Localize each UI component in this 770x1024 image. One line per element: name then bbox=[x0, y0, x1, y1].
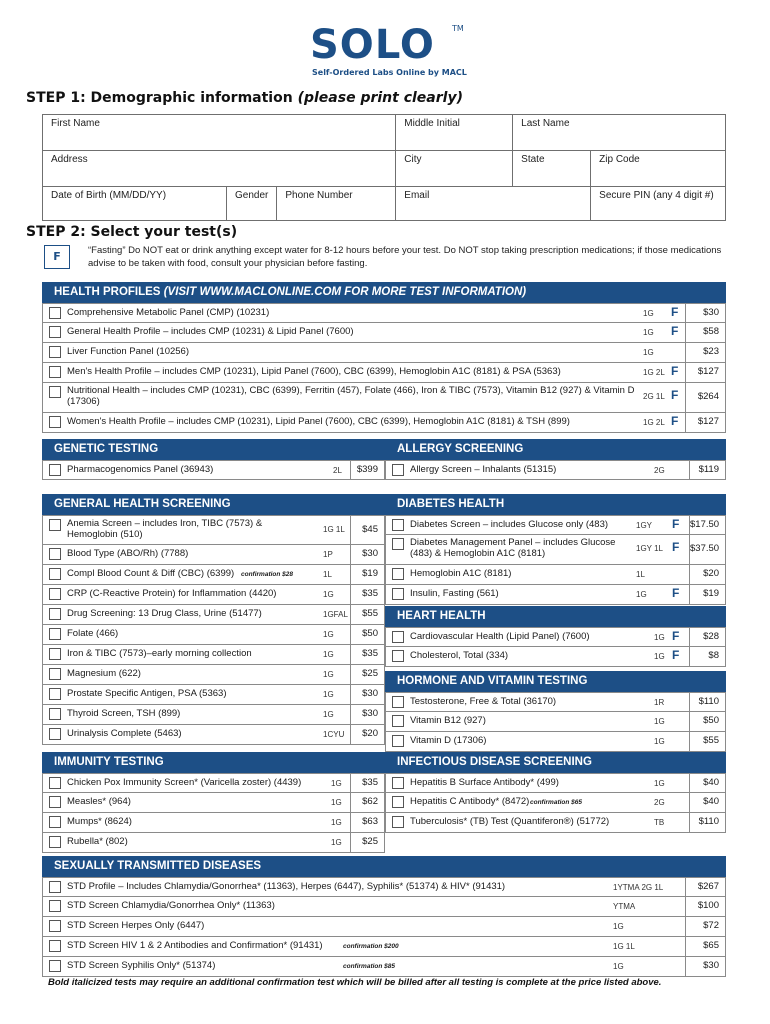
step1-title: Demographic information bbox=[90, 90, 293, 106]
test-price: $110 bbox=[689, 813, 725, 832]
solo-logo bbox=[300, 22, 470, 84]
test-price: $40 bbox=[689, 774, 725, 792]
step2-title: Select your test(s) bbox=[90, 224, 238, 240]
test-checkbox[interactable] bbox=[49, 648, 61, 660]
address-field[interactable]: Address bbox=[43, 151, 396, 187]
general-test-row[interactable] bbox=[42, 705, 385, 725]
fasting-mark: F bbox=[671, 364, 679, 378]
test-checkbox[interactable] bbox=[49, 881, 61, 893]
test-price: $127 bbox=[685, 363, 725, 382]
test-label: STD Screen Syphilis Only* (51374) bbox=[67, 960, 216, 971]
test-price: $267 bbox=[685, 878, 725, 896]
test-checkbox[interactable] bbox=[49, 608, 61, 620]
tube-code: 1G bbox=[613, 922, 624, 931]
test-checkbox[interactable] bbox=[49, 366, 61, 378]
test-checkbox[interactable] bbox=[49, 728, 61, 740]
hormone-header: HORMONE AND VITAMIN TESTING bbox=[385, 671, 726, 692]
health_profiles-test-row[interactable] bbox=[42, 343, 726, 363]
test-checkbox[interactable] bbox=[49, 920, 61, 932]
allergy-test-row[interactable] bbox=[385, 460, 726, 480]
test-price: $50 bbox=[350, 625, 384, 644]
tube-code: 1G bbox=[331, 818, 342, 827]
test-price: $58 bbox=[685, 323, 725, 342]
logo-wordmark: SOLO bbox=[310, 22, 435, 68]
test-checkbox[interactable] bbox=[392, 735, 404, 747]
general-test-row[interactable] bbox=[42, 645, 385, 665]
tube-code: 1G 2L bbox=[643, 418, 665, 427]
tube-code: 1G bbox=[613, 962, 624, 971]
test-label: Nutritional Health – includes CMP (10231), CBC (6399), Ferritin (457), Folate (466), Iron & TIBC (7573), Vitamin B12 (927) & Vitamin D (17306) bbox=[67, 385, 635, 407]
health_profiles-test-row[interactable] bbox=[42, 413, 726, 433]
test-checkbox[interactable] bbox=[49, 307, 61, 319]
tube-code: 1GY 1L bbox=[636, 544, 663, 553]
diabetes-test-row[interactable] bbox=[385, 515, 726, 535]
city-field[interactable]: City bbox=[396, 151, 513, 187]
test-price: $55 bbox=[350, 605, 384, 624]
test-checkbox[interactable] bbox=[392, 464, 404, 476]
logo-subtitle: Self-Ordered Labs Online by MACL bbox=[312, 68, 467, 77]
test-price: $399 bbox=[350, 461, 384, 479]
tube-code: 1G bbox=[643, 309, 654, 318]
diabetes-header: DIABETES HEALTH bbox=[385, 494, 726, 515]
tube-code: 1L bbox=[323, 570, 332, 579]
heart-test-row[interactable] bbox=[385, 627, 726, 647]
test-label: Diabetes Screen – includes Glucose only (483) bbox=[410, 519, 609, 530]
general-test-row[interactable] bbox=[42, 515, 385, 545]
confirmation-price: confirmation $65 bbox=[530, 799, 583, 806]
fasting-mark: F bbox=[671, 414, 679, 428]
tube-code: TB bbox=[654, 818, 665, 827]
general-test-row[interactable] bbox=[42, 665, 385, 685]
fasting-mark: F bbox=[672, 517, 680, 531]
tube-code: 1G bbox=[323, 670, 334, 679]
test-label: Hemoglobin A1C (8181) bbox=[410, 568, 512, 579]
test-price: $35 bbox=[350, 774, 384, 792]
tube-code: 1GFAL bbox=[323, 610, 348, 619]
health_profiles-test-row[interactable] bbox=[42, 303, 726, 323]
test-checkbox[interactable] bbox=[49, 588, 61, 600]
tube-code: 1GY bbox=[636, 521, 653, 530]
test-price: $100 bbox=[685, 897, 725, 916]
test-price: $30 bbox=[685, 304, 725, 322]
test-price: $30 bbox=[350, 705, 384, 724]
test-label: Vitamin B12 (927) bbox=[410, 715, 486, 726]
test-checkbox[interactable] bbox=[49, 900, 61, 912]
tube-code: 1G 1L bbox=[323, 525, 345, 534]
test-price: $40 bbox=[689, 793, 725, 812]
test-label: STD Screen Herpes Only (6447) bbox=[67, 920, 205, 931]
logo-trademark: TM bbox=[452, 24, 464, 33]
test-price: $127 bbox=[685, 413, 725, 432]
tube-code: 1G bbox=[331, 838, 342, 847]
test-label: STD Profile – Includes Chlamydia/Gonorrhea* (11363), Herpes (6447), Syphilis* (51374) & HIV* (91431) bbox=[67, 881, 506, 892]
test-price: $28 bbox=[689, 628, 725, 646]
test-label: Drug Screening: 13 Drug Class, Urine (51477) bbox=[67, 608, 262, 619]
std-test-row[interactable] bbox=[42, 877, 726, 897]
hormone-test-row[interactable] bbox=[385, 712, 726, 732]
diabetes-test-row[interactable] bbox=[385, 585, 726, 605]
test-label: STD Screen HIV 1 & 2 Antibodies and Confirmation* (91431) bbox=[67, 940, 323, 951]
test-checkbox[interactable] bbox=[49, 688, 61, 700]
test-checkbox[interactable] bbox=[49, 346, 61, 358]
tube-code: 1R bbox=[654, 698, 665, 707]
tube-code: 1G bbox=[331, 779, 342, 788]
test-checkbox[interactable] bbox=[392, 715, 404, 727]
zip-field[interactable]: Zip Code bbox=[591, 151, 726, 187]
infectious-header: INFECTIOUS DISEASE SCREENING bbox=[385, 752, 726, 773]
tube-code: 1G bbox=[323, 590, 334, 599]
tube-code: 2G bbox=[654, 798, 665, 807]
test-checkbox[interactable] bbox=[49, 836, 61, 848]
test-label: Diabetes Management Panel – includes Glucose (483) & Hemoglobin A1C (8181) bbox=[410, 537, 616, 559]
test-label: Vitamin D (17306) bbox=[410, 735, 487, 746]
test-checkbox[interactable] bbox=[49, 628, 61, 640]
test-price: $20 bbox=[689, 565, 725, 584]
gender-field[interactable]: Gender bbox=[227, 187, 277, 221]
test-label: Thyroid Screen, TSH (899) bbox=[67, 708, 181, 719]
immunity-test-row[interactable] bbox=[42, 773, 385, 793]
test-label: Insulin, Fasting (561) bbox=[410, 588, 499, 599]
tube-code: 1YTMA 2G 1L bbox=[613, 883, 664, 892]
test-price: $17.50 bbox=[689, 516, 725, 534]
test-checkbox[interactable] bbox=[49, 548, 61, 560]
genetic-test-row[interactable] bbox=[42, 460, 385, 480]
email-field[interactable]: Email bbox=[396, 187, 591, 221]
immunity-header: IMMUNITY TESTING bbox=[42, 752, 385, 773]
general-test-row[interactable] bbox=[42, 605, 385, 625]
general-test-row[interactable] bbox=[42, 545, 385, 565]
allergy-header: ALLERGY SCREENING bbox=[385, 439, 726, 460]
test-label: Blood Type (ABO/Rh) (7788) bbox=[67, 548, 189, 559]
test-checkbox[interactable] bbox=[49, 326, 61, 338]
step1-heading bbox=[26, 90, 463, 106]
test-label: Rubella* (802) bbox=[67, 836, 128, 847]
tube-code: 1G bbox=[323, 690, 334, 699]
test-checkbox[interactable] bbox=[392, 631, 404, 643]
test-label: Men's Health Profile – includes CMP (10231), Lipid Panel (7600), CBC (6399), Hemoglobin A1C (8181) & PSA (5363) bbox=[67, 366, 561, 377]
test-checkbox[interactable] bbox=[392, 538, 404, 550]
test-label: Chicken Pox Immunity Screen* (Varicella zoster) (4439) bbox=[67, 777, 302, 788]
test-label: Hepatitis B Surface Antibody* (499) bbox=[410, 777, 559, 788]
test-checkbox[interactable] bbox=[49, 519, 61, 531]
test-checkbox[interactable] bbox=[392, 650, 404, 662]
test-checkbox[interactable] bbox=[392, 568, 404, 580]
test-label: Women's Health Profile – includes CMP (10231), Lipid Panel (7600), CBC (6399), Hemoglobin A1C (8181) & TSH (899) bbox=[67, 416, 570, 427]
std-header: SEXUALLY TRANSMITTED DISEASES bbox=[42, 856, 726, 877]
std-test-row[interactable] bbox=[42, 957, 726, 977]
test-label: Iron & TIBC (7573)–early morning collection bbox=[67, 648, 252, 659]
test-label: Magnesium (622) bbox=[67, 668, 141, 679]
test-label: Testosterone, Free & Total (36170) bbox=[410, 696, 557, 707]
test-price: $119 bbox=[689, 461, 725, 479]
test-price: $30 bbox=[350, 685, 384, 704]
test-price: $35 bbox=[350, 585, 384, 604]
test-label: Anemia Screen – includes Iron, TIBC (7573) & Hemoglobin (510) bbox=[67, 518, 263, 540]
fasting-mark: F bbox=[671, 305, 679, 319]
tube-code: 1G bbox=[636, 590, 647, 599]
test-price: $45 bbox=[350, 516, 384, 544]
test-price: $8 bbox=[689, 647, 725, 666]
test-checkbox[interactable] bbox=[392, 796, 404, 808]
test-checkbox[interactable] bbox=[392, 519, 404, 531]
test-price: $25 bbox=[350, 665, 384, 684]
genetic-header: GENETIC TESTING bbox=[42, 439, 385, 460]
tube-code: 1G bbox=[654, 737, 665, 746]
tube-code: 1G bbox=[643, 348, 654, 357]
test-price: $23 bbox=[685, 343, 725, 362]
infectious-test-row[interactable] bbox=[385, 793, 726, 813]
test-price: $65 bbox=[685, 937, 725, 956]
test-checkbox[interactable] bbox=[49, 960, 61, 972]
test-checkbox[interactable] bbox=[392, 777, 404, 789]
test-price: $62 bbox=[350, 793, 384, 812]
test-label: Allergy Screen – Inhalants (51315) bbox=[410, 464, 557, 475]
test-price: $63 bbox=[350, 813, 384, 832]
dob-field[interactable]: Date of Birth (MM/DD/YY) bbox=[43, 187, 227, 221]
health-profiles-title: HEALTH PROFILES bbox=[54, 286, 161, 298]
test-checkbox[interactable] bbox=[49, 464, 61, 476]
test-checkbox[interactable] bbox=[49, 777, 61, 789]
hormone-test-row[interactable] bbox=[385, 732, 726, 752]
diabetes-test-row[interactable] bbox=[385, 565, 726, 585]
last-name-field[interactable]: Last Name bbox=[513, 115, 726, 151]
general-test-row[interactable] bbox=[42, 685, 385, 705]
test-price: $19 bbox=[350, 565, 384, 584]
test-label: CRP (C-Reactive Protein) for Inflammation (4420) bbox=[67, 588, 277, 599]
std-test-row[interactable] bbox=[42, 897, 726, 917]
test-label: Prostate Specific Antigen, PSA (5363) bbox=[67, 688, 227, 699]
confirmation-price: confirmation $200 bbox=[343, 943, 399, 950]
infectious-test-row[interactable] bbox=[385, 773, 726, 793]
fasting-legend-mark: F bbox=[44, 245, 70, 269]
test-label: Tuberculosis* (TB) Test (Quantiferon®) (51772) bbox=[410, 816, 610, 827]
test-price: $25 bbox=[350, 833, 384, 852]
test-label: Urinalysis Complete (5463) bbox=[67, 728, 182, 739]
general-test-row[interactable] bbox=[42, 725, 385, 745]
fasting-mark: F bbox=[672, 648, 680, 662]
test-label: Pharmacogenomics Panel (36943) bbox=[67, 464, 214, 475]
middle-initial-field[interactable]: Middle Initial bbox=[396, 115, 513, 151]
fasting-mark: F bbox=[672, 586, 680, 600]
test-checkbox[interactable] bbox=[392, 696, 404, 708]
test-price: $50 bbox=[689, 712, 725, 731]
test-price: $19 bbox=[689, 585, 725, 604]
test-label: Measles* (964) bbox=[67, 796, 131, 807]
health_profiles-test-row[interactable] bbox=[42, 323, 726, 343]
tube-code: 2L bbox=[333, 466, 342, 475]
health-profiles-header bbox=[42, 282, 726, 303]
test-checkbox[interactable] bbox=[392, 588, 404, 600]
general-test-row[interactable] bbox=[42, 585, 385, 605]
tube-code: 1G bbox=[654, 779, 665, 788]
test-checkbox[interactable] bbox=[49, 796, 61, 808]
test-label: Cholesterol, Total (334) bbox=[410, 650, 509, 661]
test-checkbox[interactable] bbox=[49, 940, 61, 952]
health_profiles-test-row[interactable] bbox=[42, 383, 726, 413]
fasting-mark: F bbox=[672, 540, 680, 554]
demographics-table bbox=[42, 114, 726, 221]
test-price: $20 bbox=[350, 725, 384, 744]
fasting-mark: F bbox=[672, 629, 680, 643]
tube-code: 1G bbox=[323, 630, 334, 639]
test-label: Cardiovascular Health (Lipid Panel) (7600) bbox=[410, 631, 590, 642]
first-name-field[interactable]: First Name bbox=[43, 115, 396, 151]
fasting-mark: F bbox=[671, 324, 679, 338]
tube-code: 1CYU bbox=[323, 730, 345, 739]
heart-header: HEART HEALTH bbox=[385, 606, 726, 627]
tube-code: 1G bbox=[331, 798, 342, 807]
test-label: STD Screen Chlamydia/Gonorrhea Only* (11363) bbox=[67, 900, 275, 911]
tube-code: 1G bbox=[654, 652, 665, 661]
test-checkbox[interactable] bbox=[49, 816, 61, 828]
health-profiles-note: (VISIT WWW.MACLONLINE.COM FOR MORE TEST INFORMATION) bbox=[163, 286, 527, 298]
test-price: $72 bbox=[685, 917, 725, 936]
fasting-mark: F bbox=[671, 388, 679, 402]
phone-field[interactable]: Phone Number bbox=[277, 187, 396, 221]
tube-code: 1G bbox=[654, 633, 665, 642]
test-checkbox[interactable] bbox=[49, 416, 61, 428]
heart-test-row[interactable] bbox=[385, 647, 726, 667]
pin-field[interactable]: Secure PIN (any 4 digit #) bbox=[591, 187, 726, 221]
health_profiles-test-row[interactable] bbox=[42, 363, 726, 383]
tube-code: 1P bbox=[323, 550, 333, 559]
immunity-test-row[interactable] bbox=[42, 793, 385, 813]
std-test-row[interactable] bbox=[42, 917, 726, 937]
test-price: $35 bbox=[350, 645, 384, 664]
state-field[interactable]: State bbox=[513, 151, 591, 187]
test-price: $37.50 bbox=[689, 535, 725, 564]
test-checkbox[interactable] bbox=[49, 708, 61, 720]
test-checkbox[interactable] bbox=[49, 568, 61, 580]
tube-code: YTMA bbox=[613, 902, 636, 911]
tube-code: 1G bbox=[323, 650, 334, 659]
test-price: $30 bbox=[350, 545, 384, 564]
confirmation-price: confirmation $28 bbox=[241, 571, 294, 578]
tube-code: 1L bbox=[636, 570, 645, 579]
general-test-row[interactable] bbox=[42, 565, 385, 585]
general-test-row[interactable] bbox=[42, 625, 385, 645]
test-label: Comprehensive Metabolic Panel (CMP) (10231) bbox=[67, 307, 270, 318]
tube-code: 1G bbox=[643, 328, 654, 337]
tube-code: 1G bbox=[654, 717, 665, 726]
test-checkbox[interactable] bbox=[49, 386, 61, 398]
tube-code: 2G 1L bbox=[643, 392, 665, 401]
test-price: $110 bbox=[689, 693, 725, 711]
step1-label: STEP 1: bbox=[26, 90, 86, 106]
hormone-test-row[interactable] bbox=[385, 692, 726, 712]
test-checkbox[interactable] bbox=[392, 816, 404, 828]
test-price: $55 bbox=[689, 732, 725, 751]
immunity-test-row[interactable] bbox=[42, 813, 385, 833]
fasting-instructions: “Fasting” Do NOT eat or drink anything except water for 8-12 hours before your test. Do NOT stop taking prescription medications; if those medications advise to be taken with food, consult your physician before fasting. bbox=[88, 245, 722, 269]
test-checkbox[interactable] bbox=[49, 668, 61, 680]
step2-heading bbox=[26, 224, 237, 240]
test-label: General Health Profile – includes CMP (10231) & Lipid Panel (7600) bbox=[67, 326, 354, 337]
step2-label: STEP 2: bbox=[26, 224, 86, 240]
infectious-test-row[interactable] bbox=[385, 813, 726, 833]
test-price: $30 bbox=[685, 957, 725, 976]
test-label: Compl Blood Count & Diff (CBC) (6399) bbox=[67, 568, 235, 579]
std-test-row[interactable] bbox=[42, 937, 726, 957]
tube-code: 1G 2L bbox=[643, 368, 665, 377]
tube-code: 2G bbox=[654, 466, 665, 475]
immunity-test-row[interactable] bbox=[42, 833, 385, 853]
tube-code: 1G bbox=[323, 710, 334, 719]
confirmation-price: confirmation $85 bbox=[343, 963, 396, 970]
step1-hint: (please print clearly) bbox=[297, 90, 463, 106]
diabetes-test-row[interactable] bbox=[385, 535, 726, 565]
general-header: GENERAL HEALTH SCREENING bbox=[42, 494, 385, 515]
test-label: Liver Function Panel (10256) bbox=[67, 346, 189, 357]
test-label: Hepatitis C Antibody* (8472) bbox=[410, 796, 530, 807]
test-label: Mumps* (8624) bbox=[67, 816, 132, 827]
confirmation-note: Bold italicized tests may require an additional confirmation test which will be billed after all testing is complete at the price listed above. bbox=[48, 977, 662, 988]
tube-code: 1G 1L bbox=[613, 942, 635, 951]
test-label: Folate (466) bbox=[67, 628, 119, 639]
test-price: $264 bbox=[685, 383, 725, 412]
